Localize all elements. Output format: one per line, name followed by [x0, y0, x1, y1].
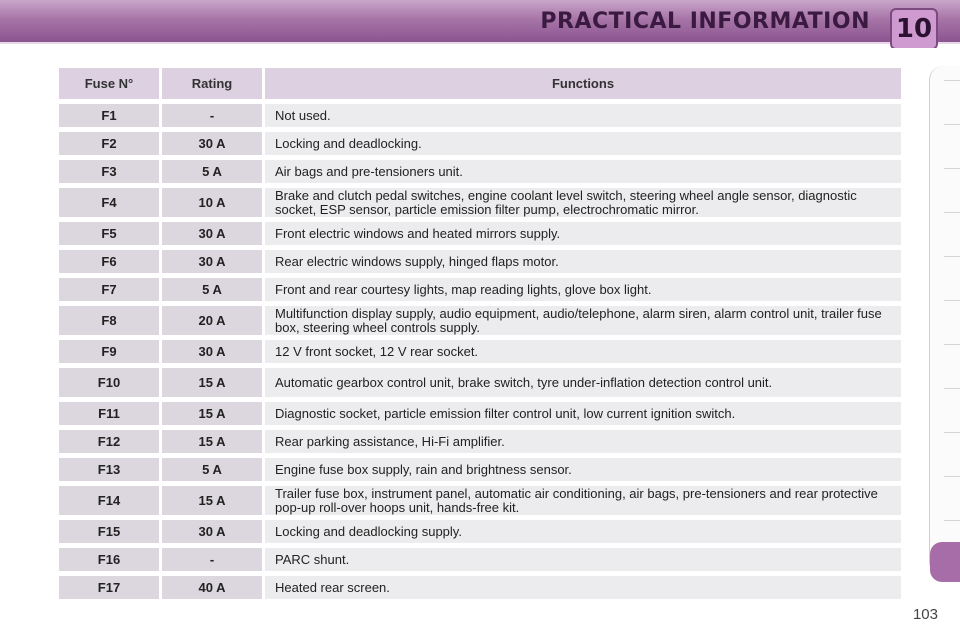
tab-marker[interactable]: [944, 168, 960, 169]
fuse-number: F5: [59, 222, 159, 245]
fuse-function: Air bags and pre-tensioners unit.: [265, 160, 901, 183]
fuse-number: F6: [59, 250, 159, 273]
fuse-rating: 5 A: [162, 278, 262, 301]
fuse-function: Rear electric windows supply, hinged flaps motor.: [265, 250, 901, 273]
fuse-number: F1: [59, 104, 159, 127]
tab-marker[interactable]: [944, 476, 960, 477]
fuse-rating: 30 A: [162, 222, 262, 245]
fuse-rating: 15 A: [162, 430, 262, 453]
tab-marker[interactable]: [944, 300, 960, 301]
fuse-function: Multifunction display supply, audio equipment, audio/telephone, alarm siren, alarm control unit, trailer fuse box, steering wheel controls supply.: [265, 306, 901, 335]
tab-marker[interactable]: [944, 212, 960, 213]
fuse-function: Heated rear screen.: [265, 576, 901, 599]
table-row: [59, 520, 901, 543]
table-row: [59, 250, 901, 273]
fuse-function: Locking and deadlocking.: [265, 132, 901, 155]
table-row: [59, 548, 901, 571]
table-row: [59, 104, 901, 127]
fuse-rating: 20 A: [162, 306, 262, 335]
fuse-function: Engine fuse box supply, rain and brightness sensor.: [265, 458, 901, 481]
table-row: [59, 188, 901, 217]
fuse-number: F7: [59, 278, 159, 301]
fuse-table: [56, 63, 904, 604]
fuse-rating: -: [162, 548, 262, 571]
fuse-number: F11: [59, 402, 159, 425]
tab-marker[interactable]: [944, 432, 960, 433]
fuse-rating: 15 A: [162, 486, 262, 515]
header-divider: [0, 42, 960, 44]
fuse-function: Automatic gearbox control unit, brake switch, tyre under-inflation detection control unit.: [265, 368, 901, 397]
fuse-rating: 15 A: [162, 368, 262, 397]
table-header-row: [59, 68, 901, 99]
chapter-tab-rail: [929, 66, 960, 576]
fuse-function: Locking and deadlocking supply.: [265, 520, 901, 543]
page-header: [0, 0, 960, 48]
table-row: [59, 576, 901, 599]
column-header-fuse: Fuse N°: [59, 68, 159, 99]
fuse-function: 12 V front socket, 12 V rear socket.: [265, 340, 901, 363]
tab-marker[interactable]: [944, 256, 960, 257]
fuse-function: Trailer fuse box, instrument panel, automatic air conditioning, air bags, pre-tensioners and rear protective pop-up roll-over hoops unit, hands-free kit.: [265, 486, 901, 515]
tab-marker[interactable]: [944, 80, 960, 81]
fuse-function: PARC shunt.: [265, 548, 901, 571]
table-row: [59, 340, 901, 363]
fuse-function: Front and rear courtesy lights, map reading lights, glove box light.: [265, 278, 901, 301]
tab-marker[interactable]: [944, 124, 960, 125]
chapter-tab-active[interactable]: [930, 542, 960, 582]
fuse-rating: 30 A: [162, 132, 262, 155]
fuse-number: F12: [59, 430, 159, 453]
fuse-function: Diagnostic socket, particle emission filter control unit, low current ignition switch.: [265, 402, 901, 425]
fuse-number: F13: [59, 458, 159, 481]
table-row: [59, 368, 901, 397]
table-row: [59, 222, 901, 245]
table-row: [59, 132, 901, 155]
fuse-function: Rear parking assistance, Hi-Fi amplifier.: [265, 430, 901, 453]
fuse-number: F10: [59, 368, 159, 397]
fuse-number: F2: [59, 132, 159, 155]
fuse-rating: 30 A: [162, 520, 262, 543]
tab-marker[interactable]: [944, 520, 960, 521]
table-row: [59, 160, 901, 183]
fuse-function: Front electric windows and heated mirrors supply.: [265, 222, 901, 245]
fuse-function: Brake and clutch pedal switches, engine coolant level switch, steering wheel angle sensor, diagnostic socket, ESP sensor, particle emission filter pump, electrochromatic mirror.: [265, 188, 901, 217]
table-row: [59, 278, 901, 301]
column-header-functions: Functions: [265, 68, 901, 99]
fuse-rating: 30 A: [162, 340, 262, 363]
fuse-number: F17: [59, 576, 159, 599]
fuse-rating: 5 A: [162, 160, 262, 183]
fuse-number: F15: [59, 520, 159, 543]
table-row: [59, 458, 901, 481]
table-row: [59, 486, 901, 515]
fuse-rating: -: [162, 104, 262, 127]
tab-marker[interactable]: [944, 344, 960, 345]
fuse-rating: 15 A: [162, 402, 262, 425]
fuse-rating: 40 A: [162, 576, 262, 599]
table-row: [59, 402, 901, 425]
page-title: PRACTICAL INFORMATION: [540, 9, 870, 34]
column-header-rating: Rating: [162, 68, 262, 99]
page-number: 103: [912, 606, 938, 623]
chapter-badge: [890, 8, 938, 48]
fuse-rating: 5 A: [162, 458, 262, 481]
fuse-number: F4: [59, 188, 159, 217]
fuse-number: F16: [59, 548, 159, 571]
fuse-number: F3: [59, 160, 159, 183]
fuse-function: Not used.: [265, 104, 901, 127]
table-row: [59, 430, 901, 453]
fuse-rating: 10 A: [162, 188, 262, 217]
chapter-number: 10: [895, 14, 933, 44]
fuse-number: F9: [59, 340, 159, 363]
fuse-number: F14: [59, 486, 159, 515]
tab-marker[interactable]: [944, 388, 960, 389]
fuse-number: F8: [59, 306, 159, 335]
table-row: [59, 306, 901, 335]
fuse-rating: 30 A: [162, 250, 262, 273]
